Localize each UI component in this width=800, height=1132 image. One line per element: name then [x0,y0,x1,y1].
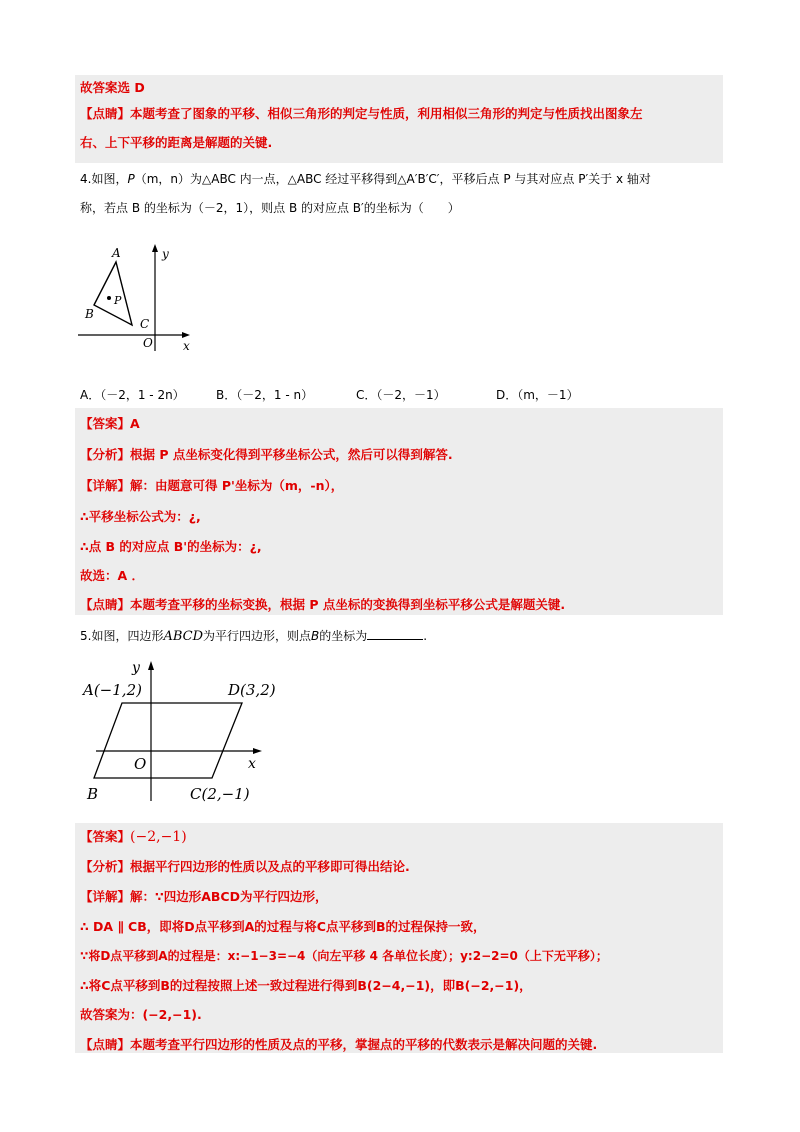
q5-detail-line: 【详解】解：∵四边形ABCD为平行四边形， [80,889,328,904]
option-a: A．（－2，1 - 2n） [80,388,185,402]
label-y: y [132,660,140,676]
q5-stem-line: 5.如图，四边形ABCD为平行四边形，则点B的坐标为 . [80,629,428,644]
y-axis-arrow [148,661,154,670]
label-o: O [134,755,147,773]
q4-detail-line-4: 故选：A ． [80,568,145,583]
label-x: x [248,756,256,772]
q5-detail-line-5: 故答案为：(−2,−1). [80,1007,202,1022]
label-b: B [87,785,99,803]
prev-comment-line-1: 【点睛】本题考查了图象的平移、相似三角形的判定与性质，利用相似三角形的判定与性质找出图象左 [80,106,643,121]
q5-comment-line: 【点睛】本题考查平行四边形的性质及点的平移，掌握点的平移的代数表示是解决问题的关键. [80,1037,598,1052]
q5-answer-line: 【答案】(−2,−1) [80,829,187,845]
q4-answer-line: 【答案】A [80,416,140,431]
x-axis-arrow [253,748,262,754]
label-o: O [143,336,153,350]
label-y: y [162,247,169,261]
option-c: C．（－2，－1） [356,388,446,402]
q4-analysis-line: 【分析】根据 P 点坐标变化得到平移坐标公式，然后可以得到解答. [80,447,453,462]
label-a: A [112,246,121,260]
label-c: C [140,317,150,331]
q5-figure [78,654,278,806]
label-b: B [85,307,94,321]
q5-detail-line-3: ∵将D点平移到A的过程是：x:−1−3=−4（向左平移 4 各单位长度）；y:2−2=0（上下无平移）； [80,949,608,963]
label-x: x [183,339,190,353]
option-b: B．（－2，1 - n） [216,388,314,402]
x-axis-arrow [182,332,190,338]
q4-stem-line-1: 4.如图，P（m，n）为△ABC 内一点，△ABC 经过平移得到△A′B′C′，平移后点 P 与其对应点 P′关于 x 轴对 [80,172,651,186]
q4-comment-line: 【点睛】本题考查平移的坐标变换，根据 P 点坐标的变换得到坐标平移公式是解题关键. [80,597,566,612]
prev-answer-line: 故答案选 D [80,80,145,95]
q4-figure [78,238,208,353]
label-d: D(3,2) [228,681,276,699]
parallelogram [94,703,242,778]
comment-tag: 【点睛】 [80,106,131,121]
q5-detail-line-2: ∴ DA ∥ CB，即将D点平移到A的过程与将C点平移到B的过程保持一致， [80,919,486,934]
q4-triangle [94,262,132,325]
y-axis-arrow [152,244,158,252]
q5-detail-line-4: ∴将C点平移到B的过程按照上述一致过程进行得到B(2−4,−1)，即B(−2,−1)， [80,978,532,993]
q5-analysis-line: 【分析】根据平行四边形的性质以及点的平移即可得出结论. [80,859,410,874]
label-a: A(−1,2) [83,681,142,699]
label-p: P [114,294,122,307]
q4-stem-line-2: 称，若点 B 的坐标为（－2，1），则点 B 的对应点 B′的坐标为（ ） [80,201,460,215]
option-d: D．（m，－1） [496,388,579,402]
prev-comment-line-2: 右、上下平移的距离是解题的关键. [80,135,273,150]
answer-blank [367,627,423,640]
q4-detail-line-3: ∴点 B 的对应点 B'的坐标为：¿, [80,539,262,554]
q4-detail-line: 【详解】解：由题意可得 P'坐标为（m，-n）， [80,478,344,493]
q4-detail-line-2: ∴平移坐标公式为：¿, [80,509,201,524]
label-c: C(2,−1) [190,785,250,803]
point-p-dot [107,296,111,300]
